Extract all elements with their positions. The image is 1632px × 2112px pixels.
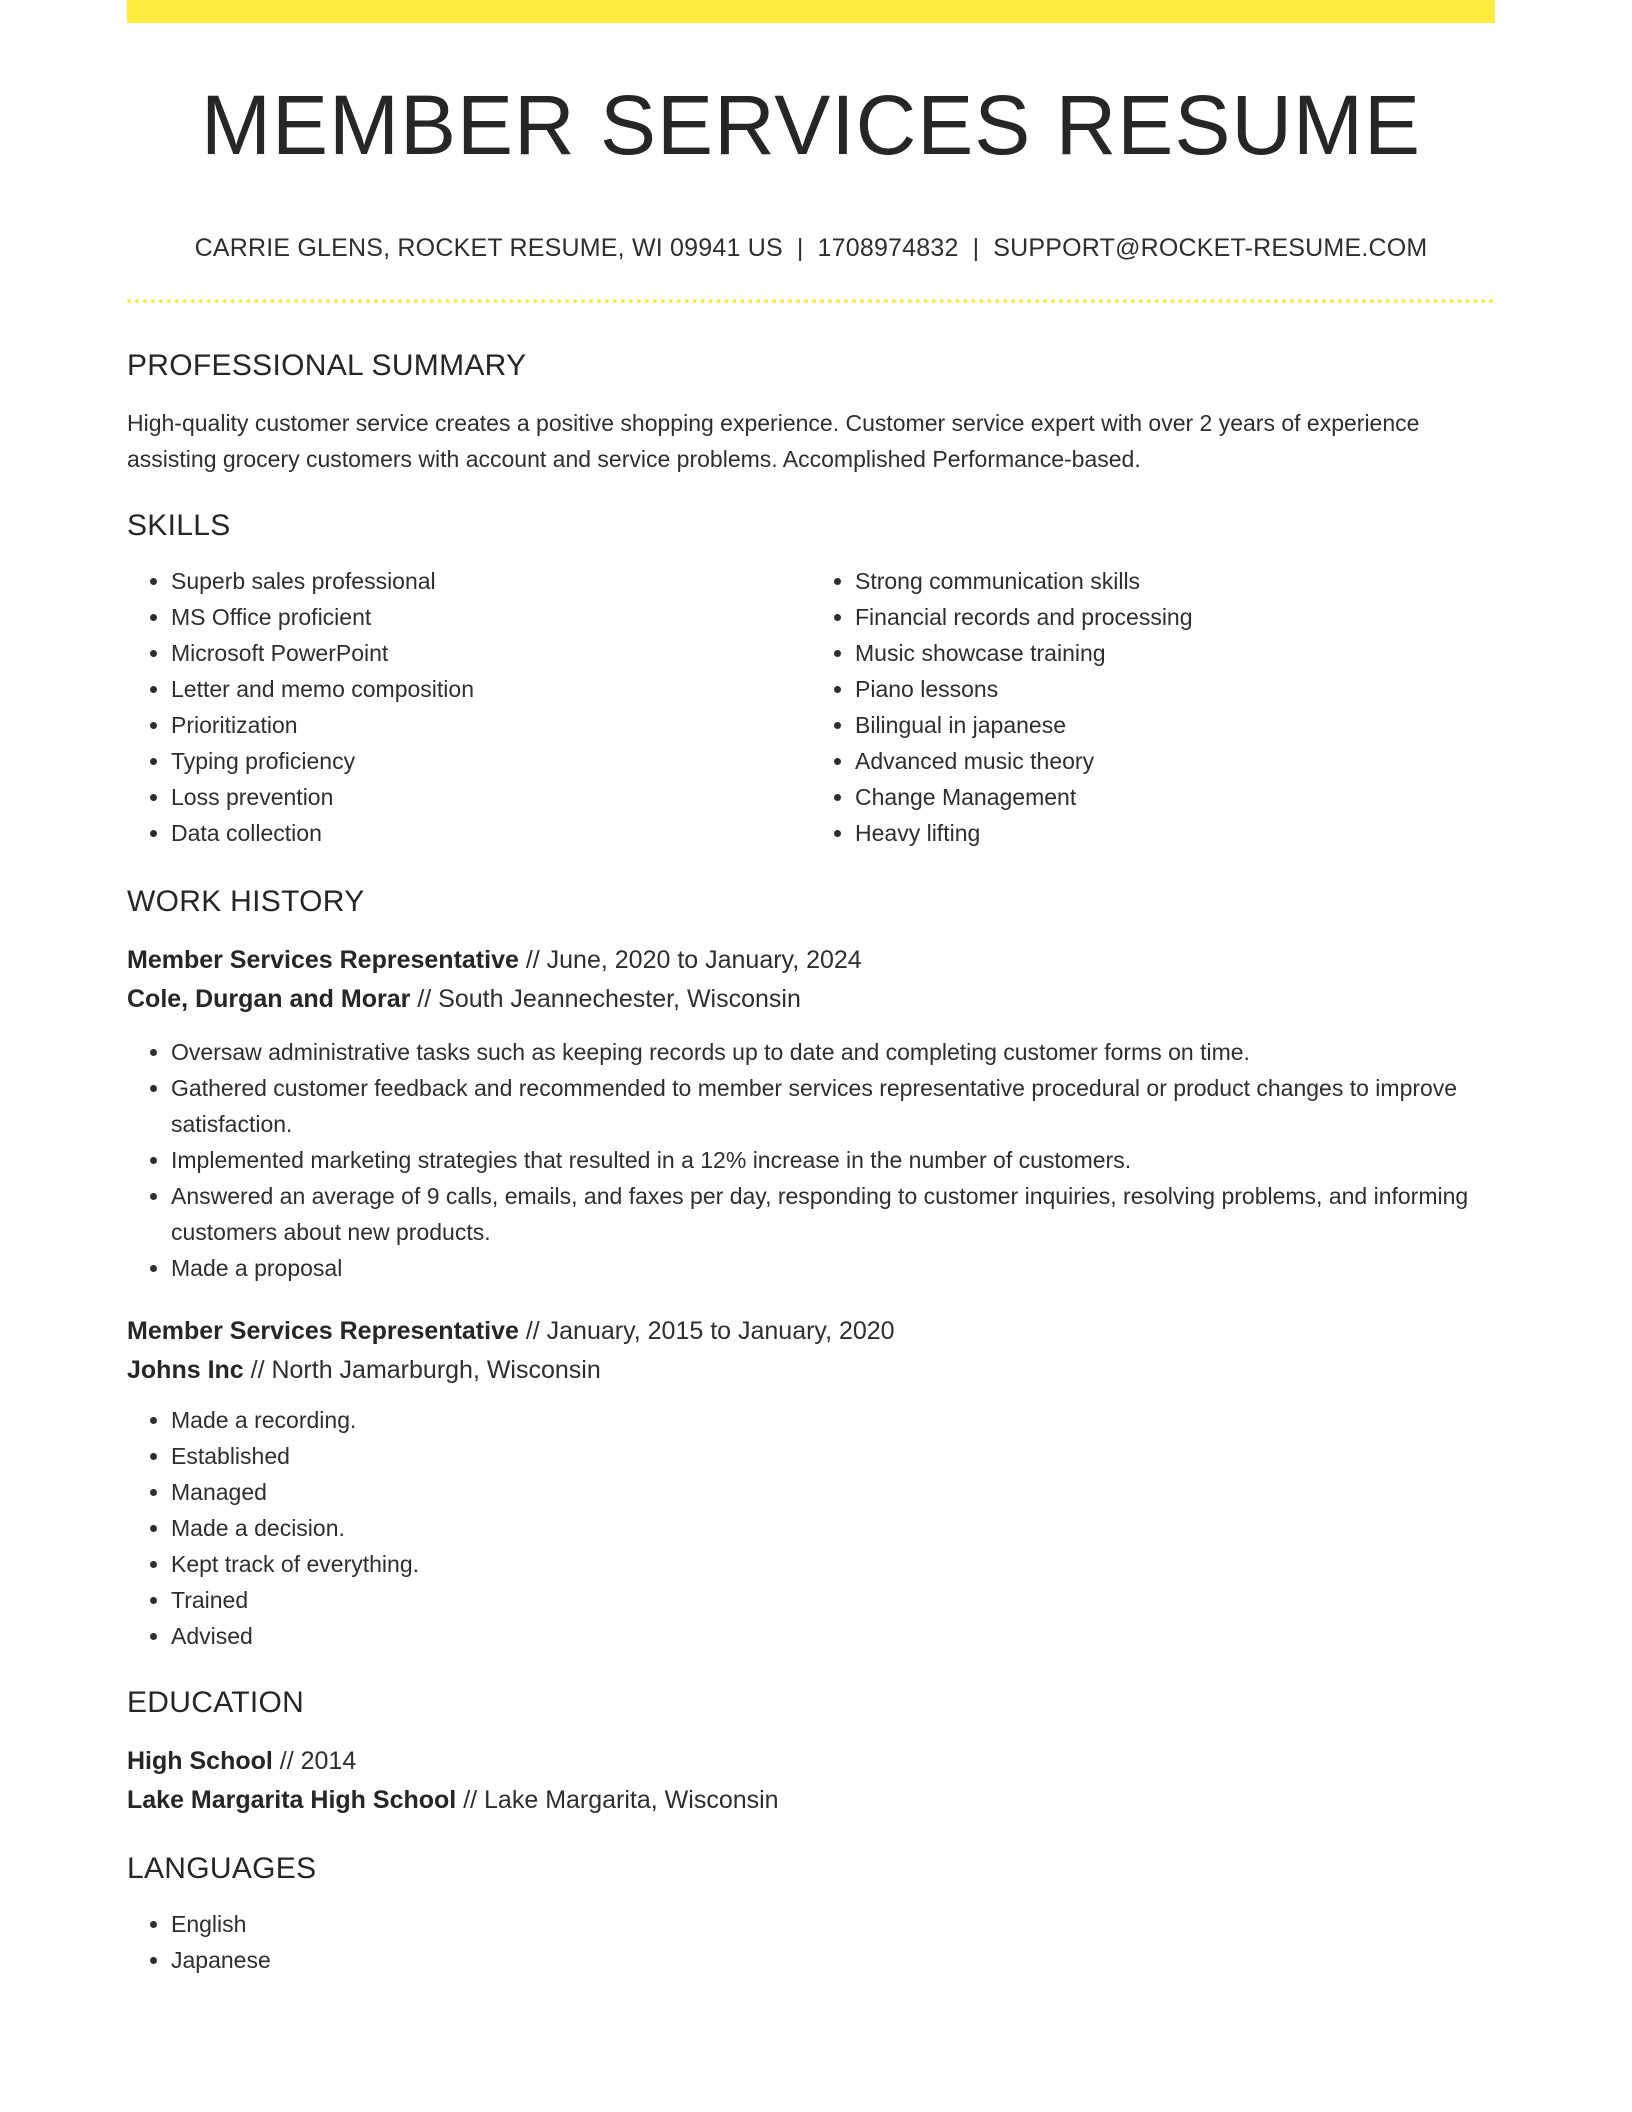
job-dates: // June, 2020 to January, 2024	[518, 946, 862, 974]
contact-separator: |	[796, 234, 804, 262]
skills-list-left	[127, 563, 811, 851]
job-company: Cole, Durgan and Morar	[127, 985, 411, 1013]
job-title-line	[127, 1312, 1495, 1351]
list-item: • Financial records and processing	[855, 599, 1495, 635]
contact-line	[127, 236, 1495, 261]
skills-columns	[127, 563, 1495, 851]
job-location: // North Jamarburgh, Wisconsin	[243, 1356, 601, 1384]
education-degree: High School	[127, 1747, 273, 1775]
contact-phone: 1708974832	[817, 234, 959, 262]
contact-separator: |	[972, 234, 980, 262]
job-dates: // January, 2015 to January, 2020	[518, 1317, 895, 1345]
list-item: • Implemented marketing strategies that resulted in a 12% increase in the number of customers.	[171, 1142, 1495, 1178]
list-item: • Prioritization	[171, 707, 811, 743]
resume-title: MEMBER SERVICES RESUME	[200, 78, 1422, 172]
list-item: • Answered an average of 9 calls, emails, and faxes per day, responding to customer inquiries, resolving problems, and informing customers about new products.	[171, 1178, 1495, 1250]
list-item: • Strong communication skills	[855, 563, 1495, 599]
job-title: Member Services Representative	[127, 1317, 519, 1345]
job-bullets	[127, 1402, 1495, 1654]
dotted-divider	[127, 299, 1495, 303]
education-degree-line	[127, 1742, 1495, 1781]
list-item: • Oversaw administrative tasks such as keeping records up to date and completing customer forms on time.	[171, 1034, 1495, 1070]
list-item: • Trained	[171, 1582, 1495, 1618]
job-entry	[127, 941, 1495, 1286]
accent-top-bar	[127, 0, 1495, 23]
summary-text: High-quality customer service creates a positive shopping experience. Customer service expert with over 2 years of experience assisting grocery customers with account and service problems. Accomplished Performance-based.	[127, 410, 1420, 472]
list-item: • Change Management	[855, 779, 1495, 815]
languages-list	[127, 1906, 1495, 1978]
education-school: Lake Margarita High School	[127, 1786, 457, 1814]
education-school-line	[127, 1781, 1495, 1820]
job-bullets	[127, 1034, 1495, 1286]
list-item: • Kept track of everything.	[171, 1546, 1495, 1582]
list-item: • Piano lessons	[855, 671, 1495, 707]
list-item: • Microsoft PowerPoint	[171, 635, 811, 671]
job-location: // South Jeannechester, Wisconsin	[410, 985, 801, 1013]
list-item: • Loss prevention	[171, 779, 811, 815]
job-title: Member Services Representative	[127, 946, 519, 974]
education-entry	[127, 1742, 1495, 1820]
contact-address: CARRIE GLENS, ROCKET RESUME, WI 09941 US	[194, 234, 783, 262]
summary-heading: PROFESSIONAL SUMMARY	[127, 349, 527, 382]
job-entry	[127, 1312, 1495, 1654]
job-title-line	[127, 941, 1495, 980]
job-company-line	[127, 1351, 1495, 1390]
contact-email: SUPPORT@ROCKET-RESUME.COM	[993, 234, 1428, 262]
list-item: • Bilingual in japanese	[855, 707, 1495, 743]
job-company: Johns Inc	[127, 1356, 244, 1384]
list-item: • Data collection	[171, 815, 811, 851]
list-item: • Superb sales professional	[171, 563, 811, 599]
languages-heading: LANGUAGES	[127, 1852, 317, 1885]
list-item: • Advanced music theory	[855, 743, 1495, 779]
list-item: • Gathered customer feedback and recommended to member services representative procedural or product changes to improve satisfaction.	[171, 1070, 1495, 1142]
resume-page	[127, 0, 1495, 1978]
list-item: • MS Office proficient	[171, 599, 811, 635]
work-heading: WORK HISTORY	[127, 885, 365, 918]
list-item: • Made a recording.	[171, 1402, 1495, 1438]
list-item: • Japanese	[171, 1942, 1495, 1978]
list-item: • Managed	[171, 1474, 1495, 1510]
skills-heading: SKILLS	[127, 509, 231, 542]
list-item: • Typing proficiency	[171, 743, 811, 779]
education-year: // 2014	[272, 1747, 357, 1775]
list-item: • Made a proposal	[171, 1250, 1495, 1286]
skills-list-right	[811, 563, 1495, 851]
list-item: • Heavy lifting	[855, 815, 1495, 851]
list-item: • Music showcase training	[855, 635, 1495, 671]
list-item: • English	[171, 1906, 1495, 1942]
education-location: // Lake Margarita, Wisconsin	[456, 1786, 779, 1814]
education-heading: EDUCATION	[127, 1686, 305, 1719]
list-item: • Made a decision.	[171, 1510, 1495, 1546]
list-item: • Advised	[171, 1618, 1495, 1654]
list-item: • Established	[171, 1438, 1495, 1474]
job-company-line	[127, 980, 1495, 1019]
list-item: • Letter and memo composition	[171, 671, 811, 707]
